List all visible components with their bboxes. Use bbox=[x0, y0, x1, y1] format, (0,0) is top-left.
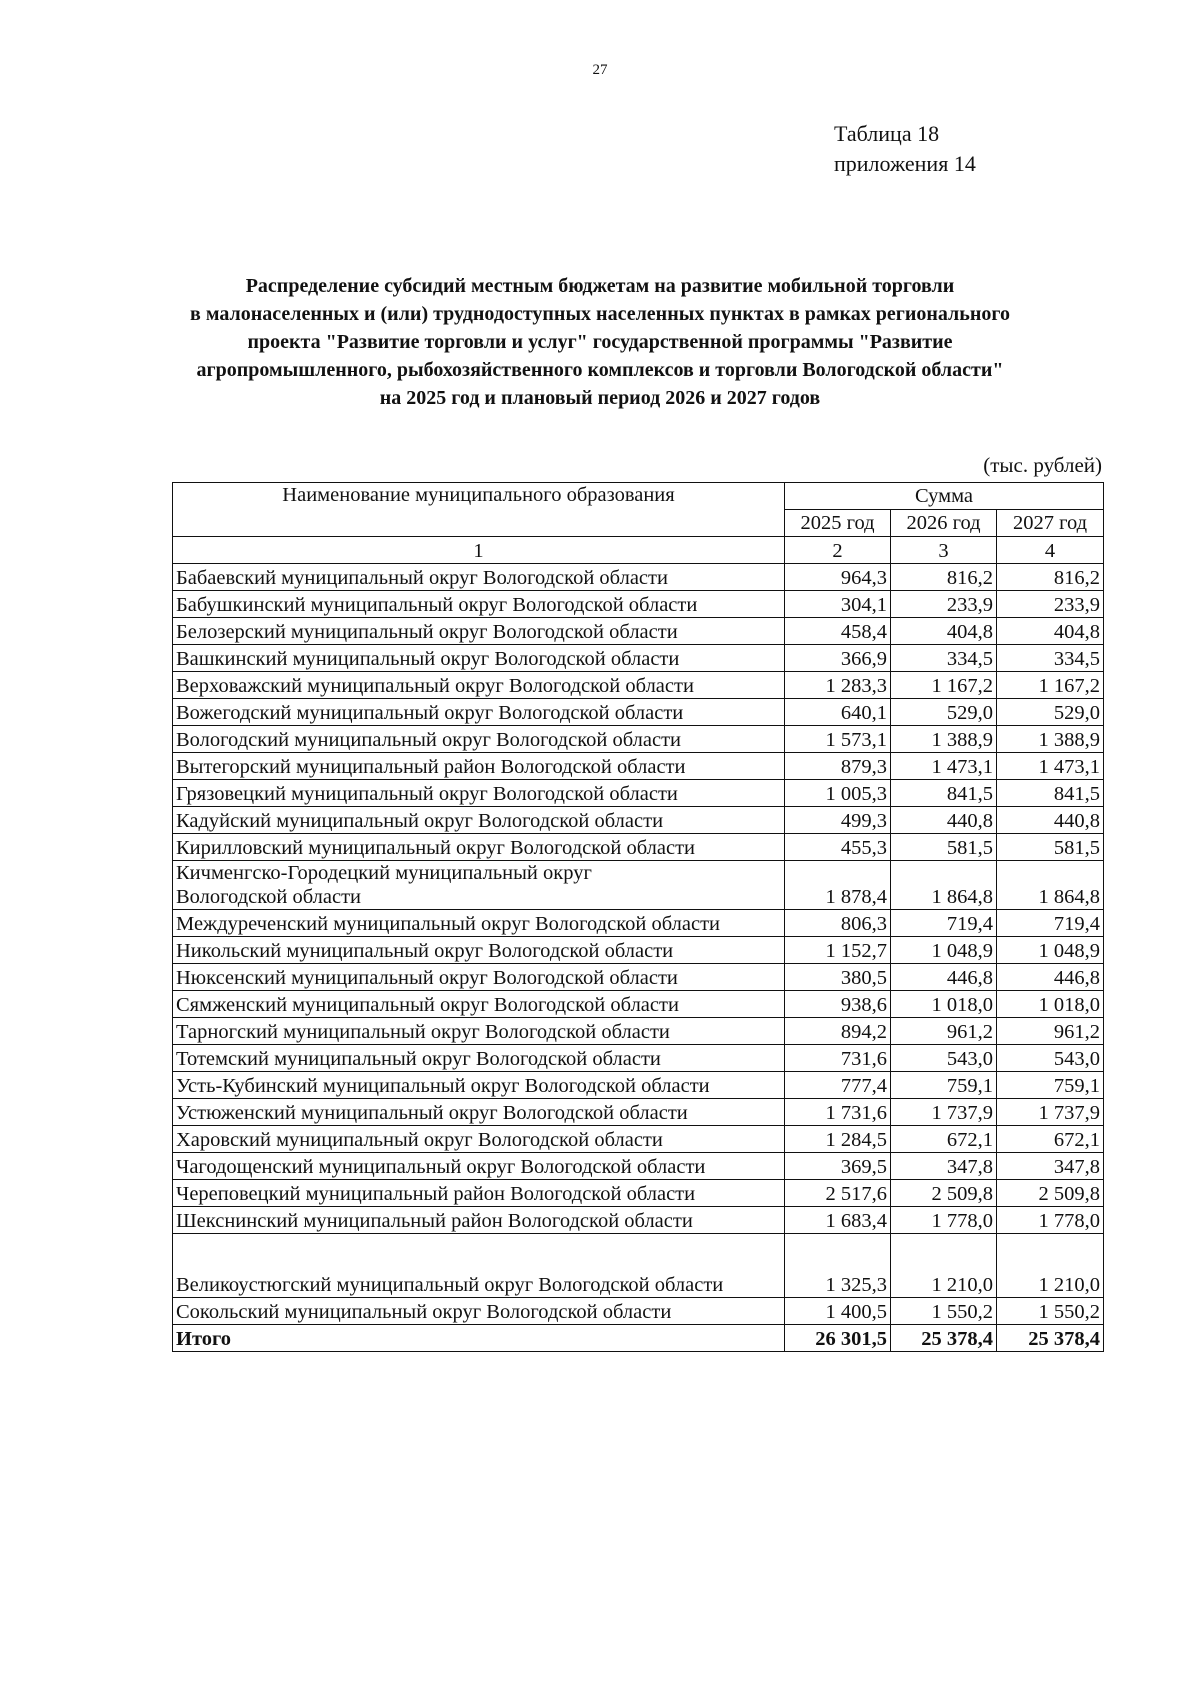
table-row bbox=[173, 964, 1104, 991]
table-row bbox=[173, 991, 1104, 1018]
value-2026: 841,5 bbox=[891, 780, 997, 807]
value-2026: 440,8 bbox=[891, 807, 997, 834]
table-row bbox=[173, 1298, 1104, 1325]
table-label bbox=[834, 119, 976, 179]
municipality-name: Грязовецкий муниципальный округ Вологодской области bbox=[173, 780, 785, 807]
page-number: 27 bbox=[592, 62, 608, 78]
table-row bbox=[173, 1234, 1104, 1298]
municipality-name: Великоустюгский муниципальный округ Вологодской области bbox=[173, 1234, 785, 1298]
municipality-name-line: Кичменгско-Городецкий муниципальный округ bbox=[176, 862, 592, 884]
value-2025: 1 683,4 bbox=[785, 1207, 891, 1234]
value-2026: 759,1 bbox=[891, 1072, 997, 1099]
value-2025: 1 573,1 bbox=[785, 726, 891, 753]
header-sum: Сумма bbox=[785, 483, 1104, 510]
municipality-name: Вожегодский муниципальный округ Вологодской области bbox=[173, 699, 785, 726]
municipality-name: Вытегорский муниципальный район Вологодской области bbox=[173, 753, 785, 780]
value-2025: 1 400,5 bbox=[785, 1298, 891, 1325]
municipality-name bbox=[173, 861, 785, 910]
column-number: 2 bbox=[785, 537, 891, 564]
value-2026: 446,8 bbox=[891, 964, 997, 991]
title-line: в малонаселенных и (или) труднодоступных населенных пунктах в рамках регионального bbox=[190, 303, 1010, 325]
table-row bbox=[173, 1180, 1104, 1207]
value-2027: 759,1 bbox=[997, 1072, 1104, 1099]
value-2025: 806,3 bbox=[785, 910, 891, 937]
municipality-name: Сямженский муниципальный округ Вологодской области bbox=[173, 991, 785, 1018]
value-2025: 458,4 bbox=[785, 618, 891, 645]
value-2025: 1 878,4 bbox=[785, 861, 891, 910]
municipality-name: Бабаевский муниципальный округ Вологодской области bbox=[173, 564, 785, 591]
units-label: (тыс. рублей) bbox=[983, 453, 1102, 477]
table-row bbox=[173, 1099, 1104, 1126]
value-2026: 581,5 bbox=[891, 834, 997, 861]
value-2027: 233,9 bbox=[997, 591, 1104, 618]
total-2025: 26 301,5 bbox=[785, 1325, 891, 1352]
value-2025: 964,3 bbox=[785, 564, 891, 591]
value-2027: 841,5 bbox=[997, 780, 1104, 807]
value-2026: 961,2 bbox=[891, 1018, 997, 1045]
value-2027: 440,8 bbox=[997, 807, 1104, 834]
municipality-name: Кадуйский муниципальный округ Вологодской области bbox=[173, 807, 785, 834]
table-row bbox=[173, 1045, 1104, 1072]
value-2027: 1 778,0 bbox=[997, 1207, 1104, 1234]
value-2026: 1 048,9 bbox=[891, 937, 997, 964]
value-2025: 380,5 bbox=[785, 964, 891, 991]
table-row bbox=[173, 699, 1104, 726]
value-2025: 499,3 bbox=[785, 807, 891, 834]
value-2026: 1 864,8 bbox=[891, 861, 997, 910]
table-row bbox=[173, 1126, 1104, 1153]
value-2026: 719,4 bbox=[891, 910, 997, 937]
table-row bbox=[173, 910, 1104, 937]
municipality-name: Шекснинский муниципальный район Вологодской области bbox=[173, 1207, 785, 1234]
value-2025: 1 325,3 bbox=[785, 1234, 891, 1298]
value-2025: 1 283,3 bbox=[785, 672, 891, 699]
municipality-name: Верховажский муниципальный округ Вологодской области bbox=[173, 672, 785, 699]
value-2026: 1 778,0 bbox=[891, 1207, 997, 1234]
value-2027: 961,2 bbox=[997, 1018, 1104, 1045]
municipality-name: Череповецкий муниципальный район Вологодской области bbox=[173, 1180, 785, 1207]
value-2027: 1 048,9 bbox=[997, 937, 1104, 964]
municipality-name: Белозерский муниципальный округ Вологодской области bbox=[173, 618, 785, 645]
value-2026: 1 210,0 bbox=[891, 1234, 997, 1298]
municipality-name: Тотемский муниципальный округ Вологодской области bbox=[173, 1045, 785, 1072]
title-line: на 2025 год и плановый период 2026 и 2027 годов bbox=[379, 387, 821, 409]
value-2025: 1 731,6 bbox=[785, 1099, 891, 1126]
table-row bbox=[173, 1018, 1104, 1045]
value-2026: 347,8 bbox=[891, 1153, 997, 1180]
value-2025: 938,6 bbox=[785, 991, 891, 1018]
municipality-name: Вологодский муниципальный округ Вологодской области bbox=[173, 726, 785, 753]
table-row bbox=[173, 807, 1104, 834]
value-2027: 1 550,2 bbox=[997, 1298, 1104, 1325]
municipality-name: Нюксенский муниципальный округ Вологодской области bbox=[173, 964, 785, 991]
value-2027: 529,0 bbox=[997, 699, 1104, 726]
table-row bbox=[173, 1207, 1104, 1234]
municipality-name: Бабушкинский муниципальный округ Вологодской области bbox=[173, 591, 785, 618]
value-2027: 581,5 bbox=[997, 834, 1104, 861]
value-2026: 1 388,9 bbox=[891, 726, 997, 753]
municipality-name: Тарногский муниципальный округ Вологодской области bbox=[173, 1018, 785, 1045]
municipality-name: Харовский муниципальный округ Вологодской области bbox=[173, 1126, 785, 1153]
value-2025: 455,3 bbox=[785, 834, 891, 861]
value-2026: 672,1 bbox=[891, 1126, 997, 1153]
value-2027: 1 737,9 bbox=[997, 1099, 1104, 1126]
table-row bbox=[173, 726, 1104, 753]
header-year-2026: 2026 год bbox=[891, 510, 997, 537]
value-2027: 1 388,9 bbox=[997, 726, 1104, 753]
header-name: Наименование муниципального образования bbox=[173, 483, 785, 537]
total-2027: 25 378,4 bbox=[997, 1325, 1104, 1352]
municipality-name: Кирилловский муниципальный округ Вологодской области bbox=[173, 834, 785, 861]
municipality-name: Вашкинский муниципальный округ Вологодской области bbox=[173, 645, 785, 672]
municipality-name: Междуреченский муниципальный округ Вологодской области bbox=[173, 910, 785, 937]
value-2025: 1 284,5 bbox=[785, 1126, 891, 1153]
value-2027: 2 509,8 bbox=[997, 1180, 1104, 1207]
table-row bbox=[173, 937, 1104, 964]
value-2027: 1 018,0 bbox=[997, 991, 1104, 1018]
table-row bbox=[173, 861, 1104, 910]
value-2026: 334,5 bbox=[891, 645, 997, 672]
value-2025: 731,6 bbox=[785, 1045, 891, 1072]
table-row bbox=[173, 618, 1104, 645]
value-2026: 1 473,1 bbox=[891, 753, 997, 780]
value-2026: 1 550,2 bbox=[891, 1298, 997, 1325]
table-row bbox=[173, 1153, 1104, 1180]
table-row bbox=[173, 753, 1104, 780]
header-year-2025: 2025 год bbox=[785, 510, 891, 537]
total-2026: 25 378,4 bbox=[891, 1325, 997, 1352]
value-2027: 1 167,2 bbox=[997, 672, 1104, 699]
value-2027: 1 473,1 bbox=[997, 753, 1104, 780]
municipality-name: Никольский муниципальный округ Вологодской области bbox=[173, 937, 785, 964]
value-2026: 1 018,0 bbox=[891, 991, 997, 1018]
value-2027: 1 864,8 bbox=[997, 861, 1104, 910]
value-2026: 404,8 bbox=[891, 618, 997, 645]
value-2027: 1 210,0 bbox=[997, 1234, 1104, 1298]
value-2025: 879,3 bbox=[785, 753, 891, 780]
document-title bbox=[150, 272, 1050, 412]
title-line: проекта "Развитие торговли и услуг" государственной программы "Развитие bbox=[247, 331, 953, 353]
total-row bbox=[173, 1325, 1104, 1352]
value-2027: 543,0 bbox=[997, 1045, 1104, 1072]
value-2027: 672,1 bbox=[997, 1126, 1104, 1153]
total-label: Итого bbox=[173, 1325, 785, 1352]
value-2026: 233,9 bbox=[891, 591, 997, 618]
column-number: 3 bbox=[891, 537, 997, 564]
municipality-name: Усть-Кубинский муниципальный округ Вологодской области bbox=[173, 1072, 785, 1099]
value-2026: 1 167,2 bbox=[891, 672, 997, 699]
municipality-name: Чагодощенский муниципальный округ Вологодской области bbox=[173, 1153, 785, 1180]
value-2025: 1 152,7 bbox=[785, 937, 891, 964]
value-2025: 1 005,3 bbox=[785, 780, 891, 807]
distribution-table bbox=[172, 482, 1104, 1352]
value-2027: 347,8 bbox=[997, 1153, 1104, 1180]
value-2025: 369,5 bbox=[785, 1153, 891, 1180]
value-2026: 816,2 bbox=[891, 564, 997, 591]
table-label-appendix: приложения 14 bbox=[834, 151, 976, 176]
column-number: 1 bbox=[173, 537, 785, 564]
table-row bbox=[173, 834, 1104, 861]
value-2025: 777,4 bbox=[785, 1072, 891, 1099]
value-2025: 894,2 bbox=[785, 1018, 891, 1045]
table-label-number: Таблица 18 bbox=[834, 121, 940, 146]
header-year-2027: 2027 год bbox=[997, 510, 1104, 537]
municipality-name: Устюженский муниципальный округ Вологодской области bbox=[173, 1099, 785, 1126]
value-2027: 446,8 bbox=[997, 964, 1104, 991]
table-row bbox=[173, 780, 1104, 807]
value-2026: 1 737,9 bbox=[891, 1099, 997, 1126]
value-2026: 2 509,8 bbox=[891, 1180, 997, 1207]
value-2026: 543,0 bbox=[891, 1045, 997, 1072]
table-row bbox=[173, 645, 1104, 672]
value-2027: 334,5 bbox=[997, 645, 1104, 672]
value-2025: 304,1 bbox=[785, 591, 891, 618]
value-2025: 640,1 bbox=[785, 699, 891, 726]
table-row bbox=[173, 564, 1104, 591]
column-number: 4 bbox=[997, 537, 1104, 564]
value-2025: 2 517,6 bbox=[785, 1180, 891, 1207]
value-2027: 404,8 bbox=[997, 618, 1104, 645]
municipality-name: Сокольский муниципальный округ Вологодской области bbox=[173, 1298, 785, 1325]
table-row bbox=[173, 672, 1104, 699]
title-line: Распределение субсидий местным бюджетам на развитие мобильной торговли bbox=[245, 275, 955, 297]
value-2026: 529,0 bbox=[891, 699, 997, 726]
table-row bbox=[173, 1072, 1104, 1099]
value-2027: 719,4 bbox=[997, 910, 1104, 937]
municipality-name-line: Вологодской области bbox=[176, 886, 362, 908]
value-2025: 366,9 bbox=[785, 645, 891, 672]
table-row bbox=[173, 591, 1104, 618]
value-2027: 816,2 bbox=[997, 564, 1104, 591]
title-line: агропромышленного, рыбохозяйственного комплексов и торговли Вологодской области" bbox=[196, 359, 1004, 381]
